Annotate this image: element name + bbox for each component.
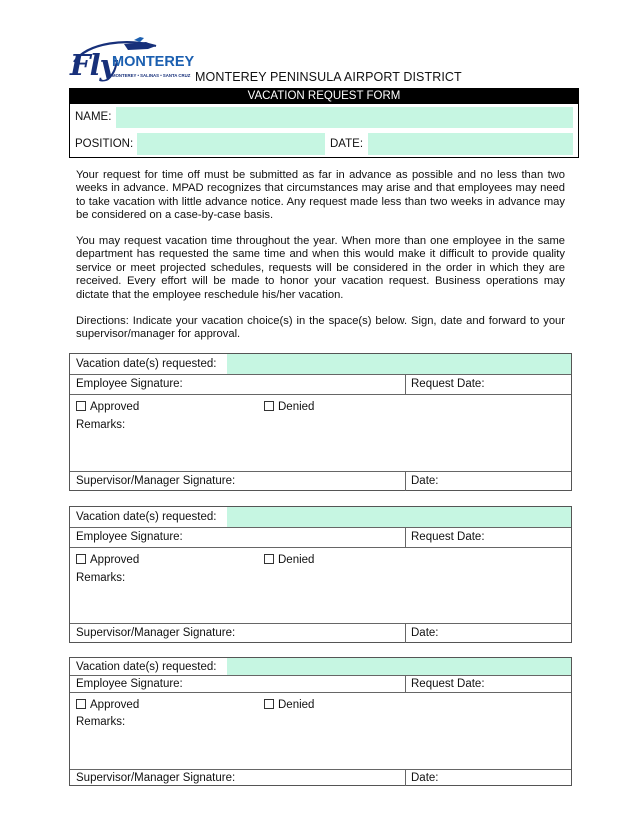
request-date-label[interactable]: Request Date: <box>411 531 485 543</box>
date-field[interactable] <box>368 133 573 155</box>
denied-label: Denied <box>278 554 315 566</box>
position-row <box>70 131 578 157</box>
denied-label: Denied <box>278 699 315 711</box>
position-label: POSITION: <box>75 138 134 150</box>
approved-option[interactable] <box>76 699 139 711</box>
logo-script: Fly <box>70 48 116 82</box>
denied-option[interactable] <box>264 699 314 711</box>
request-date-label[interactable]: Request Date: <box>411 678 485 690</box>
employee-signature-label[interactable]: Employee Signature: <box>76 678 183 690</box>
approved-label: Approved <box>90 554 140 566</box>
approval-date-label[interactable]: Date: <box>411 475 439 487</box>
request-date-label[interactable]: Request Date: <box>411 378 485 390</box>
policy-paragraph-2: You may request vacation time throughout the year. When more than one employee in the same department has requested the same time and when this would make it difficult to provide quality service or meet projected schedules, requests will be considered in the order in which they are received. Every effort will be made to honor your vacation request. Business operations may dictate that the employee reschedule his/her vacation. <box>76 235 565 301</box>
logo-wordmark: MONTEREY <box>112 54 195 70</box>
approved-option[interactable] <box>76 554 139 566</box>
policy-paragraph-1: Your request for time off must be submitted as far in advance as possible and no less than two weeks in advance. MPAD recognizes that circumstances may arise and that employees may need to take vacation with little advance notice. Any request made less than two weeks in advance may be considered on a case-by-case basis. <box>76 169 565 222</box>
approval-date-label[interactable]: Date: <box>411 627 439 639</box>
approved-checkbox[interactable] <box>76 554 86 564</box>
position-field[interactable] <box>137 133 325 155</box>
directions-paragraph: Directions: Indicate your vacation choice(s) in the space(s) below. Sign, date and forward to your supervisor/manager for approval. <box>76 315 565 341</box>
denied-option[interactable] <box>264 554 314 566</box>
dates-requested-label: Vacation date(s) requested: <box>76 358 217 370</box>
name-label: NAME: <box>75 111 112 123</box>
employee-signature-label[interactable]: Employee Signature: <box>76 531 183 543</box>
name-field[interactable] <box>116 107 573 128</box>
dates-requested-field[interactable] <box>227 658 571 675</box>
denied-option[interactable] <box>264 401 314 413</box>
approved-checkbox[interactable] <box>76 699 86 709</box>
vacation-request-block-1 <box>69 353 572 491</box>
denied-checkbox[interactable] <box>264 699 274 709</box>
logo-tagline: MONTEREY • SALINAS • SANTA CRUZ <box>112 73 191 78</box>
approved-label: Approved <box>90 699 140 711</box>
denied-label: Denied <box>278 401 315 413</box>
vacation-request-block-3 <box>69 657 572 786</box>
dates-requested-field[interactable] <box>227 507 571 527</box>
organization-name: MONTEREY PENINSULA AIRPORT DISTRICT <box>195 70 462 84</box>
remarks-label: Remarks: <box>76 716 126 728</box>
vacation-request-block-2 <box>69 506 572 643</box>
form-title: VACATION REQUEST FORM <box>70 89 578 104</box>
dates-requested-label: Vacation date(s) requested: <box>76 511 217 523</box>
supervisor-signature-label[interactable]: Supervisor/Manager Signature: <box>76 772 236 784</box>
name-row <box>70 104 578 130</box>
date-label: DATE: <box>330 138 364 150</box>
employee-info-form <box>69 88 579 158</box>
remarks-label: Remarks: <box>76 572 126 584</box>
approved-checkbox[interactable] <box>76 401 86 411</box>
approved-label: Approved <box>90 401 140 413</box>
denied-checkbox[interactable] <box>264 554 274 564</box>
denied-checkbox[interactable] <box>264 401 274 411</box>
approved-option[interactable] <box>76 401 139 413</box>
remarks-label: Remarks: <box>76 419 126 431</box>
supervisor-signature-label[interactable]: Supervisor/Manager Signature: <box>76 627 236 639</box>
fly-monterey-logo <box>68 36 195 84</box>
dates-requested-label: Vacation date(s) requested: <box>76 661 217 673</box>
employee-signature-label[interactable]: Employee Signature: <box>76 378 183 390</box>
dates-requested-field[interactable] <box>227 354 571 374</box>
supervisor-signature-label[interactable]: Supervisor/Manager Signature: <box>76 475 236 487</box>
approval-date-label[interactable]: Date: <box>411 772 439 784</box>
